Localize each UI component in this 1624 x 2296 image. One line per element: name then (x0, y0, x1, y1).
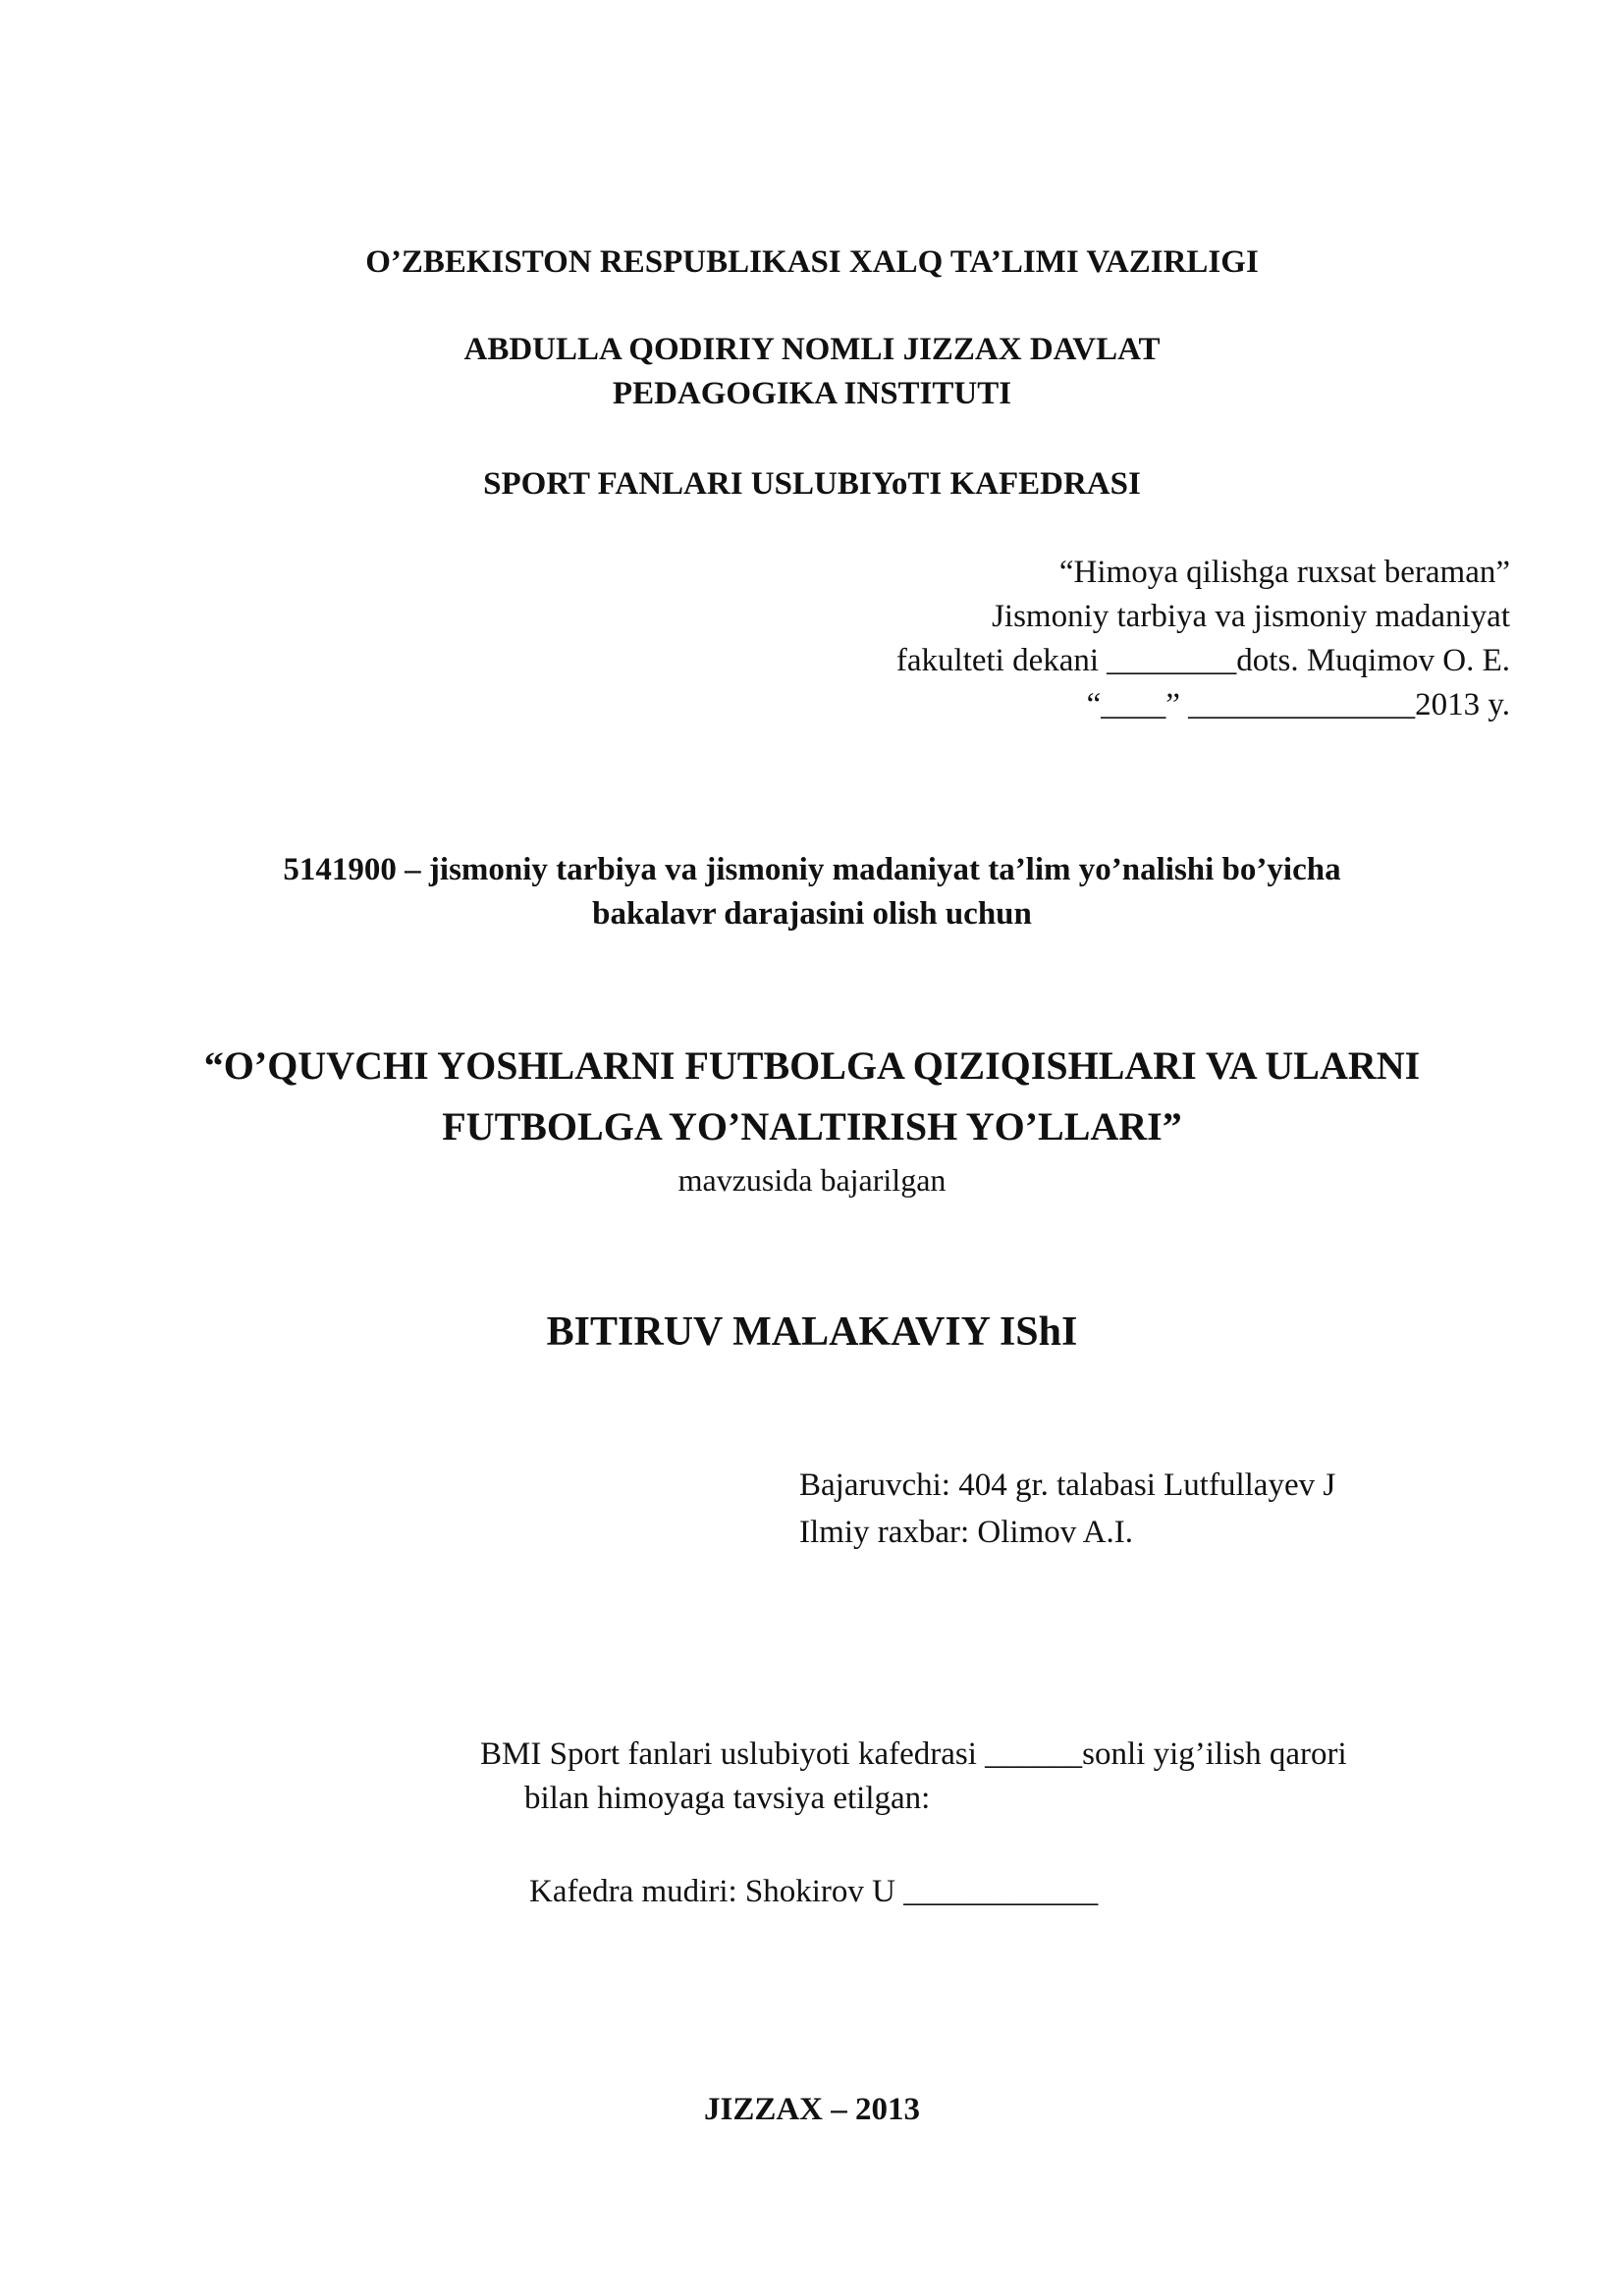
recommendation-line-1: BMI Sport fanlari uslubiyoti kafedrasi ______sonli yig’ilish qarori (480, 1736, 1347, 1772)
executor-line: Bajaruvchi: 404 gr. talabasi Lutfullayev J (799, 1468, 1336, 1503)
approval-line-1: “Himoya qilishga ruxsat beraman” (1058, 555, 1510, 590)
topic-title-line-1: “O’QUVCHI YOSHLARNI FUTBOLGA QIZIQISHLARI VA ULARNI (203, 1043, 1421, 1088)
institute-name-line1: ABDULLA QODIRIY NOMLI JIZZAX DAVLAT (463, 332, 1161, 367)
topic-title-line-2: FUTBOLGA YO’NALTIRISH YO’LLARI” (442, 1104, 1182, 1148)
supervisor-line: Ilmiy raxbar: Olimov A.I. (799, 1515, 1134, 1550)
specialty-line-2: bakalavr darajasini olish uchun (592, 896, 1032, 932)
department-head-line: Kafedra mudiri: Shokirov U ____________ (529, 1874, 1099, 1909)
institute-name-line2: PEDAGOGIKA INSTITUTI (612, 376, 1012, 411)
recommendation-line-2: bilan himoyaga tavsiya etilgan: (524, 1781, 931, 1816)
topic-subtitle: mavzusida bajarilgan (677, 1162, 947, 1198)
ministry-title: O’ZBEKISTON RESPUBLIKASI XALQ TA’LIMI VAZIRLIGI (365, 244, 1259, 280)
approval-line-2: Jismoniy tarbiya va jismoniy madaniyat (992, 599, 1510, 634)
department-name: SPORT FANLARI USLUBIYoTI KAFEDRASI (483, 466, 1141, 502)
approval-line-3: fakulteti dekani ________dots. Muqimov O. E. (895, 643, 1510, 678)
specialty-line-1: 5141900 – jismoniy tarbiya va jismoniy madaniyat ta’lim yo’nalishi bo’yicha (283, 852, 1341, 887)
work-type-title: BITIRUV MALAKAVIY IShI (546, 1309, 1078, 1355)
city-year: JIZZAX – 2013 (703, 2092, 921, 2127)
approval-date-line: “____” ______________2013 y. (1086, 687, 1510, 722)
